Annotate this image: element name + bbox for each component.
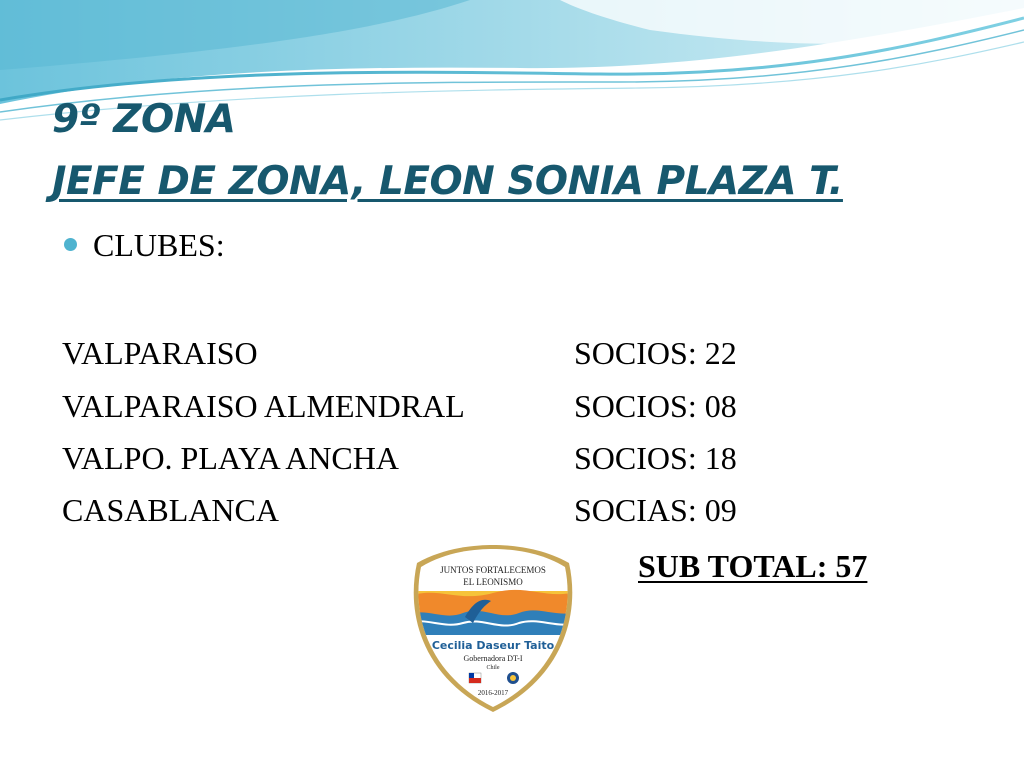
emblem-motto-1: JUNTOS FORTALECEMOS bbox=[440, 565, 546, 575]
club-name: VALPARAISO ALMENDRAL bbox=[62, 388, 465, 424]
club-name: VALPARAISO bbox=[62, 335, 258, 371]
chile-flag-icon bbox=[469, 673, 481, 683]
emblem-years: 2016-2017 bbox=[477, 689, 509, 697]
emblem-role: Gobernadora DT-I bbox=[463, 654, 523, 663]
club-members: SOCIOS: 08 bbox=[574, 388, 737, 424]
subtotal-label: SUB TOTAL: 57 bbox=[638, 548, 868, 584]
emblem-name: Cecilia Daseur Taito bbox=[431, 639, 555, 652]
club-members: SOCIAS: 09 bbox=[574, 492, 737, 528]
bullet-icon bbox=[64, 238, 77, 251]
emblem-country: Chile bbox=[486, 665, 500, 671]
slide-title: 9º ZONA bbox=[52, 97, 236, 142]
clubs-heading: CLUBES: bbox=[93, 227, 225, 263]
club-name: CASABLANCA bbox=[62, 492, 279, 528]
slide-subtitle: JEFE DE ZONA, LEON SONIA PLAZA T. bbox=[52, 159, 843, 204]
club-members: SOCIOS: 18 bbox=[574, 440, 737, 476]
club-members: SOCIOS: 22 bbox=[574, 335, 737, 371]
club-name: VALPO. PLAYA ANCHA bbox=[62, 440, 399, 476]
emblem-motto-2: EL LEONISMO bbox=[463, 577, 523, 587]
lions-emblem-logo bbox=[407, 545, 579, 713]
lions-club-icon bbox=[507, 672, 519, 684]
